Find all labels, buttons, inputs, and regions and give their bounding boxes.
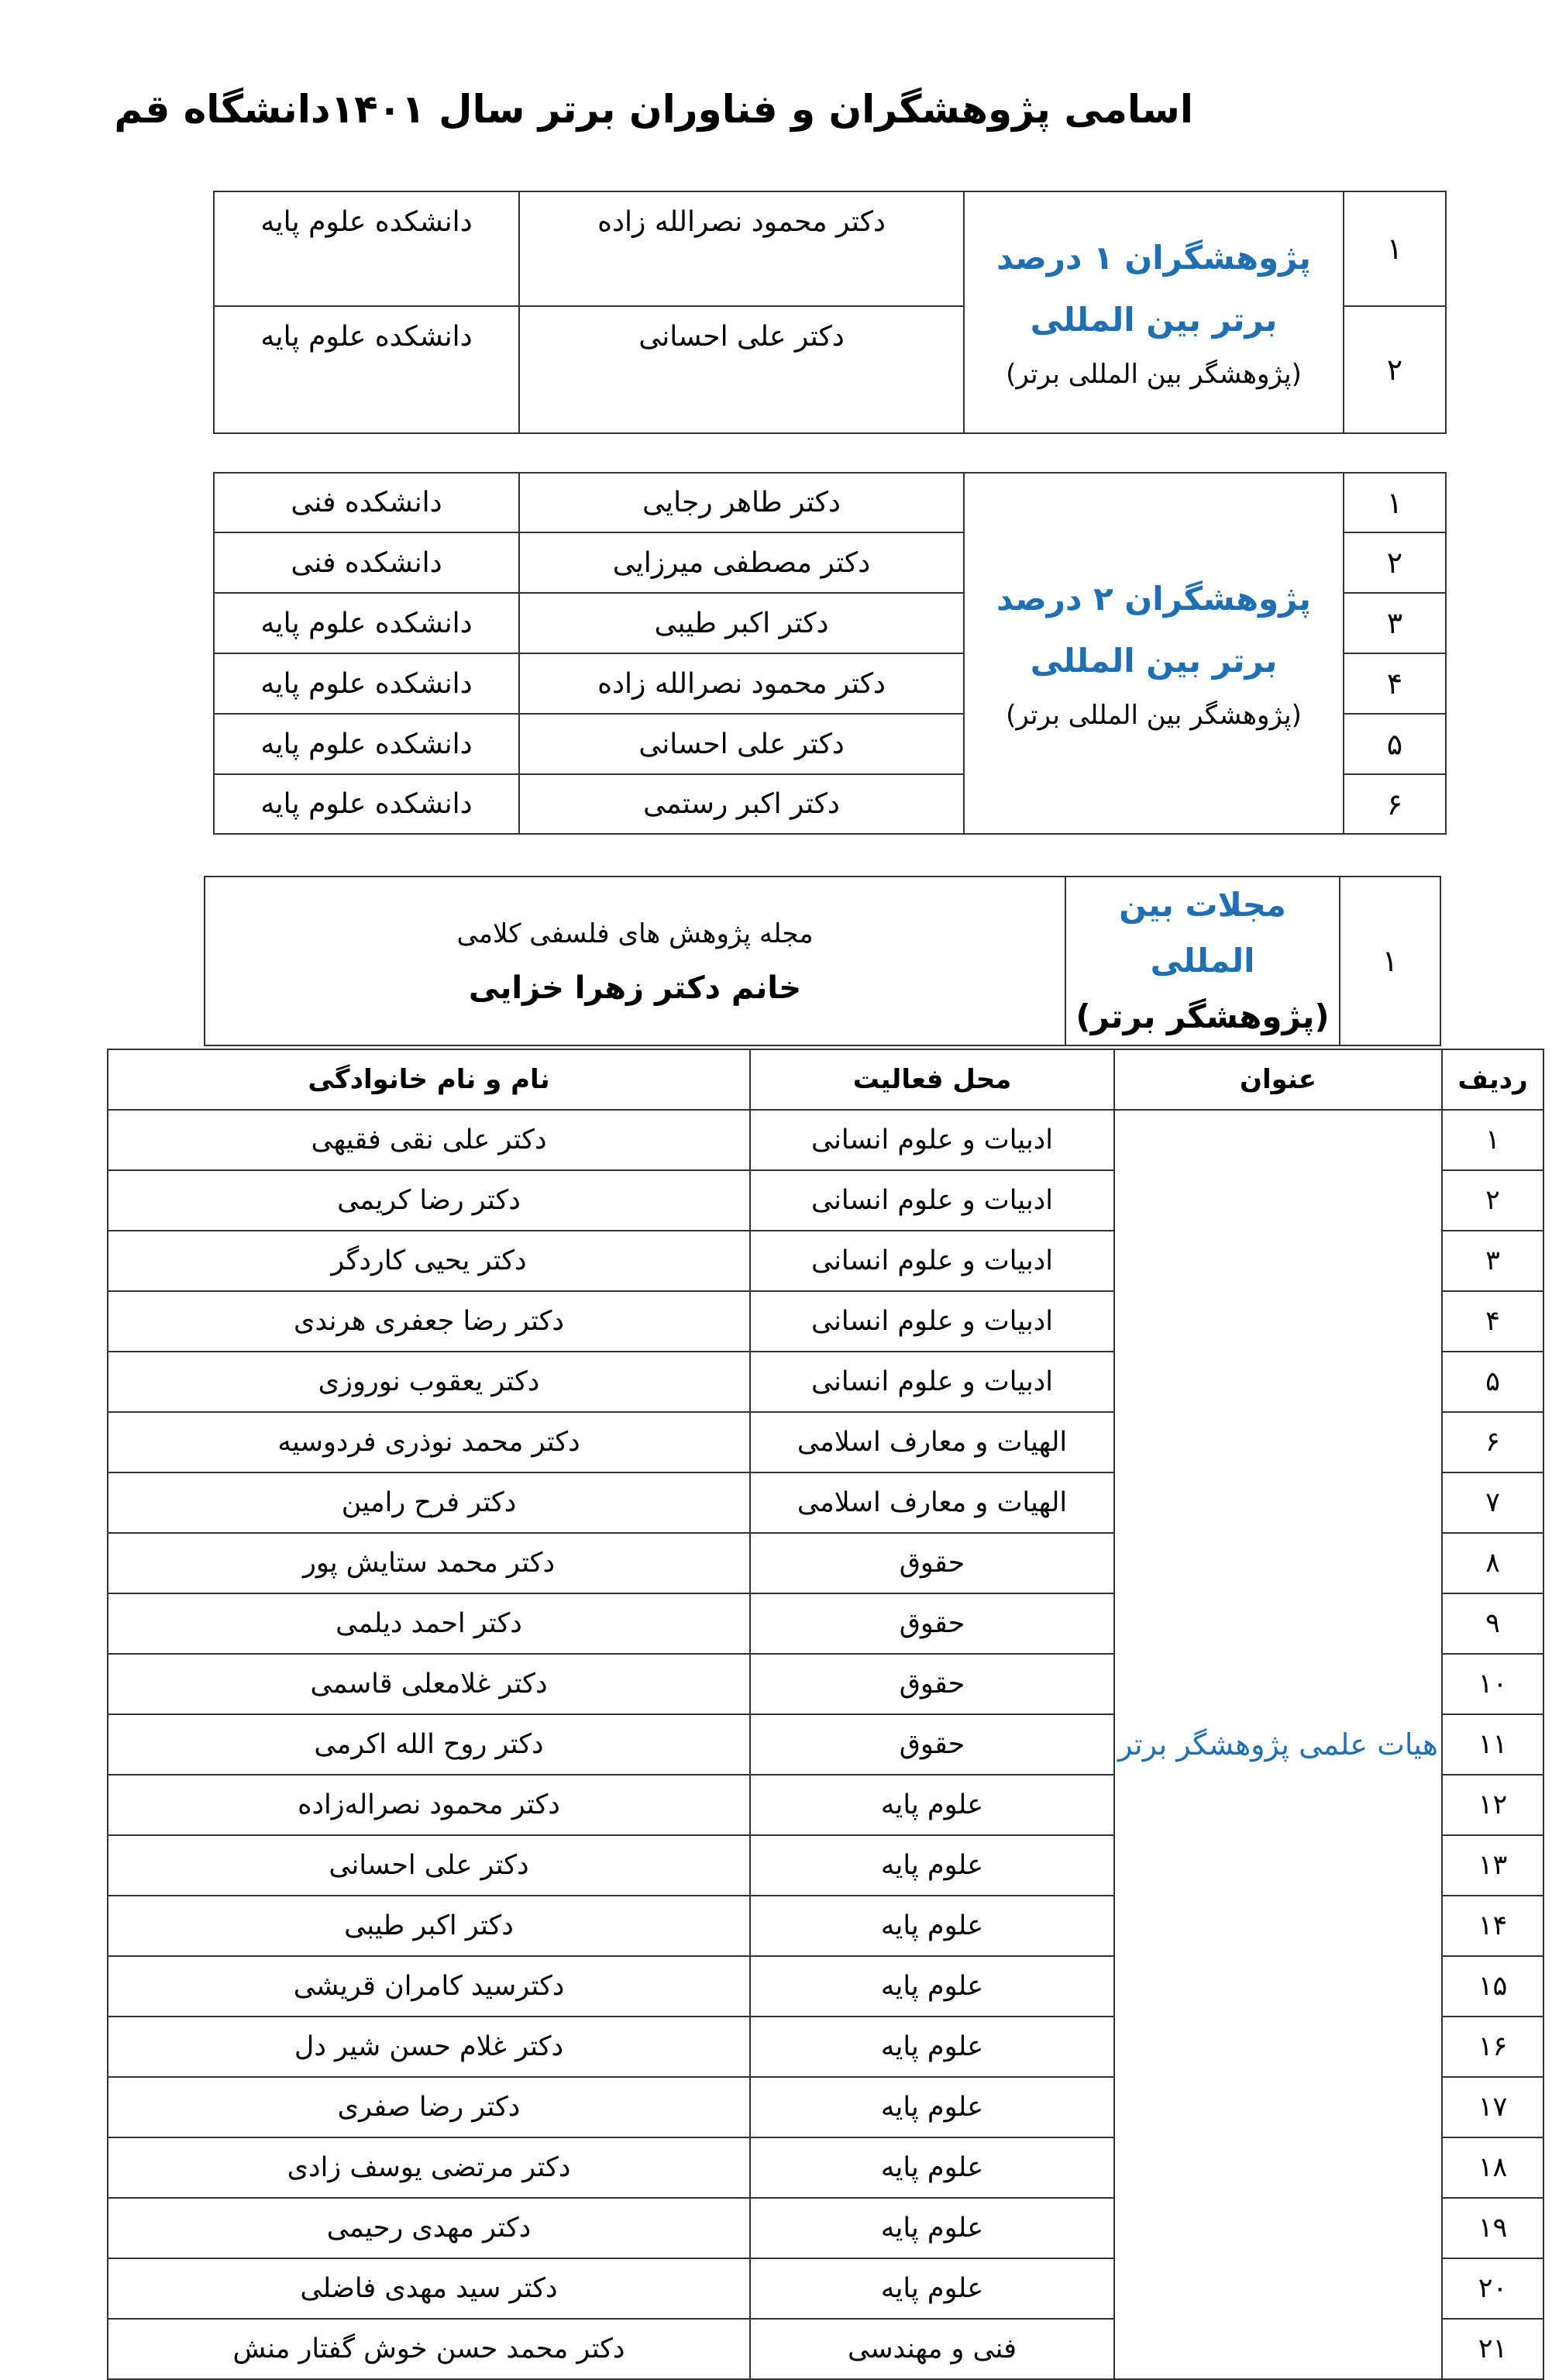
full-name: دکتر روح الله اکرمی xyxy=(108,1714,750,1775)
activity-place: الهیات و معارف اسلامی xyxy=(750,1412,1114,1472)
category-title: مجلات بین المللی xyxy=(1119,886,1286,980)
row-number: ۲ xyxy=(1344,532,1446,593)
faculty: دانشکده علوم پایه xyxy=(214,593,519,653)
category-title-line2: برتر بین المللی xyxy=(1030,301,1278,339)
activity-place: ادبیات و علوم انسانی xyxy=(750,1170,1114,1231)
researcher-name: دکتر مصطفی میرزایی xyxy=(519,532,964,593)
full-name: دکتر رضا کریمی xyxy=(108,1170,750,1231)
header-name: نام و نام خانوادگی xyxy=(108,1049,750,1110)
category-cell xyxy=(1065,877,1340,1045)
top-faculty-researchers-table xyxy=(107,1049,1544,2380)
full-name: دکتر سید مهدی فاضلی xyxy=(108,2258,750,2319)
row-number: ۱۴ xyxy=(1442,1896,1543,1956)
row-number: ۳ xyxy=(1344,593,1446,653)
category-title: پژوهشگران ۱ درصد xyxy=(996,239,1312,277)
full-name: دکتر مرتضی یوسف زادی xyxy=(108,2137,750,2198)
researcher-name: دکتر طاهر رجایی xyxy=(519,473,964,532)
activity-place: ادبیات و علوم انسانی xyxy=(750,1291,1114,1352)
activity-place: علوم پایه xyxy=(750,1775,1114,1835)
faculty: دانشکده علوم پایه xyxy=(214,653,519,714)
row-number: ۱۳ xyxy=(1442,1835,1543,1896)
top-1-percent-table xyxy=(213,191,1447,434)
row-number: ۲۱ xyxy=(1442,2319,1543,2379)
header-title: عنوان xyxy=(1114,1049,1442,1110)
faculty: دانشکده علوم پایه xyxy=(214,191,519,306)
category-title: پژوهشگران ۲ درصد xyxy=(996,580,1312,618)
activity-place: حقوق xyxy=(750,1533,1114,1593)
full-name: دکتر محمد حسن خوش گفتار منش xyxy=(108,2319,750,2379)
activity-place: ادبیات و علوم انسانی xyxy=(750,1110,1114,1170)
row-number: ۸ xyxy=(1442,1533,1543,1593)
full-name: دکتر فرح رامین xyxy=(108,1472,750,1533)
researcher-name: خانم دکتر زهرا خزایی xyxy=(468,970,802,1006)
researcher-name: دکتر محمود نصرالله زاده xyxy=(519,191,964,306)
row-number: ۹ xyxy=(1442,1593,1543,1654)
row-number: ۵ xyxy=(1442,1352,1543,1412)
table-row xyxy=(108,1110,1543,1170)
table-body xyxy=(108,1110,1543,2379)
header-row-number: ردیف xyxy=(1442,1049,1543,1110)
journal-name: مجله پژوهش های فلسفی کلامی xyxy=(456,918,814,949)
researcher-name: دکتر اکبر طیبی xyxy=(519,593,964,653)
row-number: ۴ xyxy=(1344,653,1446,714)
page-title: اسامی پژوهشگران و فناوران برتر سال ۱۴۰۱دانشگاه قم xyxy=(114,87,1193,132)
row-number: ۴ xyxy=(1442,1291,1543,1352)
activity-place: حقوق xyxy=(750,1593,1114,1654)
full-name: دکتر غلام حسن شیر دل xyxy=(108,2017,750,2077)
activity-place: حقوق xyxy=(750,1714,1114,1775)
category-subtitle: (پژوهشگر برتر) xyxy=(1075,997,1330,1035)
row-number: ۱۶ xyxy=(1442,2017,1543,2077)
faculty: دانشکده علوم پایه xyxy=(214,714,519,774)
activity-place: علوم پایه xyxy=(750,1835,1114,1896)
category-subtitle: (پژوهشگر بین المللی برتر) xyxy=(1006,700,1302,731)
row-number: ۲ xyxy=(1344,306,1446,433)
activity-place: ادبیات و علوم انسانی xyxy=(750,1231,1114,1291)
row-number: ۱ xyxy=(1344,191,1446,306)
row-number: ۱۹ xyxy=(1442,2198,1543,2258)
faculty: دانشکده علوم پایه xyxy=(214,774,519,834)
full-name: دکتر اکبر طیبی xyxy=(108,1896,750,1956)
row-number: ۶ xyxy=(1442,1412,1543,1472)
category-title-line2: برتر بین المللی xyxy=(1030,642,1278,680)
header-place: محل فعالیت xyxy=(750,1049,1114,1110)
full-name: دکتر یعقوب نوروزی xyxy=(108,1352,750,1412)
row-number: ۱۱ xyxy=(1442,1714,1543,1775)
full-name: دکتر علی احسانی xyxy=(108,1835,750,1896)
top-2-percent-table xyxy=(213,472,1447,835)
row-number: ۶ xyxy=(1344,774,1446,834)
activity-place: علوم پایه xyxy=(750,2198,1114,2258)
row-number: ۱۰ xyxy=(1442,1654,1543,1714)
full-name: دکتر علی نقی فقیهی xyxy=(108,1110,750,1170)
full-name: دکترسید کامران قریشی xyxy=(108,1956,750,2017)
activity-place: علوم پایه xyxy=(750,2137,1114,2198)
row-number: ۷ xyxy=(1442,1472,1543,1533)
activity-place: الهیات و معارف اسلامی xyxy=(750,1472,1114,1533)
activity-place: علوم پایه xyxy=(750,1896,1114,1956)
full-name: دکتر محمد نوذری فردوسیه xyxy=(108,1412,750,1472)
activity-place: فنی و مهندسی xyxy=(750,2319,1114,2379)
full-name: دکتر یحیی کاردگر xyxy=(108,1231,750,1291)
international-journals-table xyxy=(204,876,1441,1046)
full-name: دکتر محمود نصراله‌زاده xyxy=(108,1775,750,1835)
row-number: ۱ xyxy=(1344,473,1446,532)
row-number: ۲ xyxy=(1442,1170,1543,1231)
researcher-name: دکتر محمود نصرالله زاده xyxy=(519,653,964,714)
activity-place: علوم پایه xyxy=(750,2077,1114,2137)
faculty: دانشکده فنی xyxy=(214,473,519,532)
researcher-name: دکتر علی احسانی xyxy=(519,306,964,433)
full-name: دکتر غلامعلی قاسمی xyxy=(108,1654,750,1714)
row-number: ۲۰ xyxy=(1442,2258,1543,2319)
full-name: دکتر رضا جعفری هرندی xyxy=(108,1291,750,1352)
category-subtitle: (پژوهشگر بین المللی برتر) xyxy=(1006,359,1302,390)
category-cell xyxy=(964,473,1344,834)
activity-place: حقوق xyxy=(750,1654,1114,1714)
row-number: ۱۵ xyxy=(1442,1956,1543,2017)
activity-place: علوم پایه xyxy=(750,1956,1114,2017)
full-name: دکتر احمد دیلمی xyxy=(108,1593,750,1654)
category-cell xyxy=(964,191,1344,433)
row-number: ۱۲ xyxy=(1442,1775,1543,1835)
full-name: دکتر مهدی رحیمی xyxy=(108,2198,750,2258)
activity-place: علوم پایه xyxy=(750,2258,1114,2319)
full-name: دکتر محمد ستایش پور xyxy=(108,1533,750,1593)
researcher-name: دکتر اکبر رستمی xyxy=(519,774,964,834)
category-cell: هیات علمی پژوهشگر برتر xyxy=(1114,1110,1442,2379)
row-number: ۳ xyxy=(1442,1231,1543,1291)
row-number: ۱ xyxy=(1442,1110,1543,1170)
row-number: ۱۸ xyxy=(1442,2137,1543,2198)
activity-place: علوم پایه xyxy=(750,2017,1114,2077)
row-number: ۱۷ xyxy=(1442,2077,1543,2137)
row-number: ۱ xyxy=(1340,877,1440,1045)
row-number: ۵ xyxy=(1344,714,1446,774)
faculty: دانشکده علوم پایه xyxy=(214,306,519,433)
journal-cell xyxy=(205,877,1065,1045)
full-name: دکتر رضا صفری xyxy=(108,2077,750,2137)
researcher-name: دکتر علی احسانی xyxy=(519,714,964,774)
faculty: دانشکده فنی xyxy=(214,532,519,593)
activity-place: ادبیات و علوم انسانی xyxy=(750,1352,1114,1412)
